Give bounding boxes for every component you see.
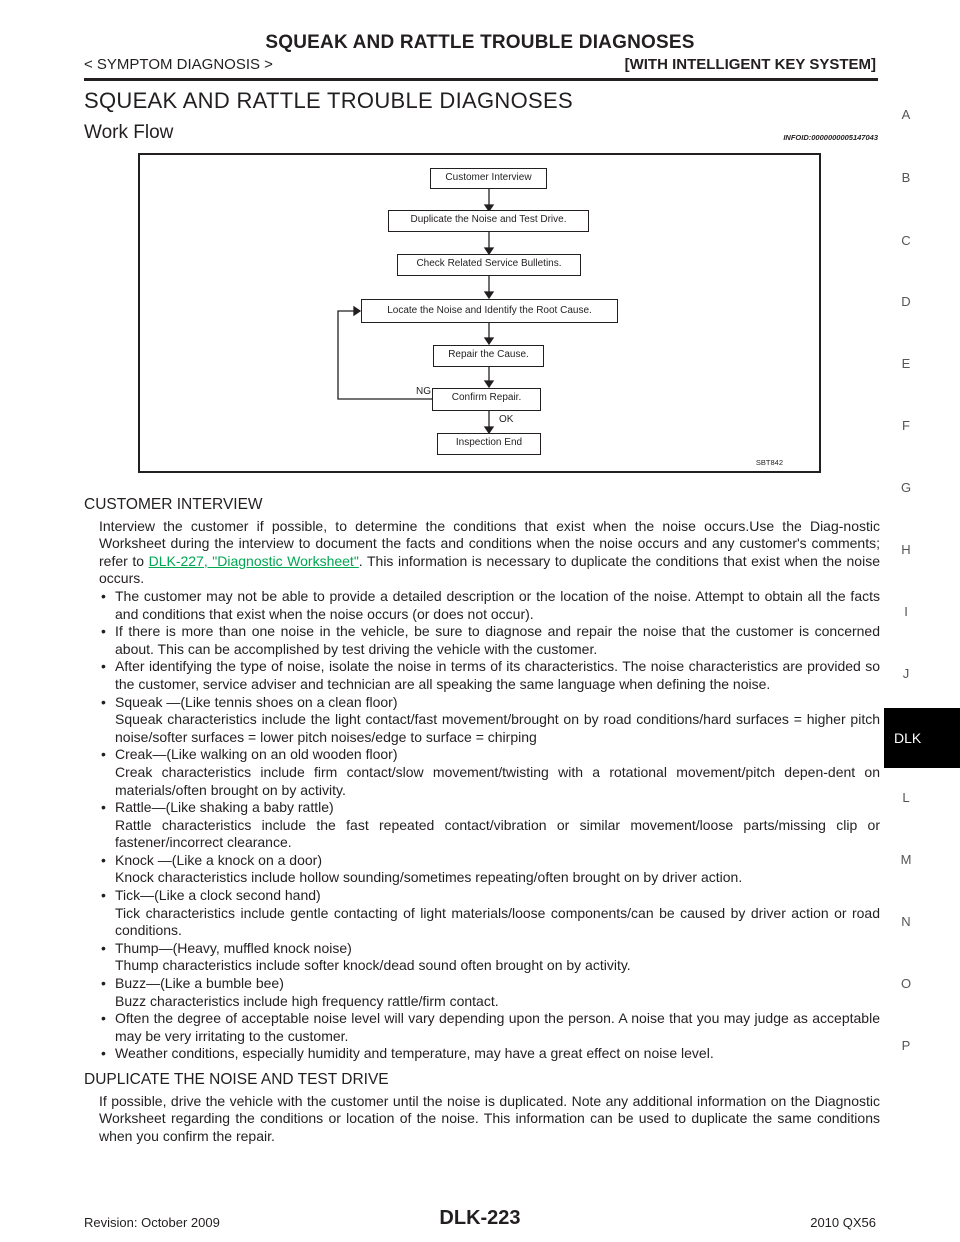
list-item [99, 623, 880, 658]
customer-interview-heading: CUSTOMER INTERVIEW [84, 496, 263, 513]
work-flow-heading: Work Flow [84, 122, 174, 143]
bullet-detail: Thump characteristics include softer knock/dead sound often brought on by activity. [115, 957, 631, 974]
page-title: SQUEAK AND RATTLE TROUBLE DIAGNOSES [84, 88, 573, 113]
tab-m[interactable]: M [900, 852, 912, 867]
bullet-title: • Buzz—(Like a bumble bee) [115, 975, 284, 992]
bullet-title: • The customer may not be able to provide a detailed description or the location of the noise. Attempt to obtain all the facts and conditions that exist when the noise occurs (or does not occur). [115, 587, 880, 622]
footer-revision: Revision: October 2009 [84, 1215, 220, 1230]
bullet-title: • If there is more than one noise in the vehicle, be sure to diagnose and repair the noise that the customer is concerned about. This can be accomplished by test driving the vehicle with the customer. [115, 623, 880, 657]
bullet-title: • Creak—(Like walking on an old wooden floor) [115, 746, 398, 763]
list-item [99, 799, 880, 852]
bullet-title: • Knock —(Like a knock on a door) [115, 851, 322, 868]
intro-text-before-link: Interview the customer if possible, to determine the conditions that exist when the noise occurs.Use the Diag-nostic Worksheet during the interview to document the facts and conditions when the noise occurs and any customer's comments; refer to [99, 517, 880, 569]
bullet-title: • Often the degree of acceptable noise level will vary depending upon the person. A noise that you may judge as acceptable may be very irritating to the customer. [115, 1010, 880, 1044]
step-confirm-repair: Confirm Repair. [432, 388, 541, 411]
tab-l[interactable]: L [902, 790, 910, 805]
tab-o[interactable]: O [900, 976, 912, 991]
tab-h[interactable]: H [901, 542, 911, 557]
list-item [99, 658, 880, 693]
info-id: INFOID:0000000005147043 [783, 133, 878, 142]
main-content [84, 496, 880, 1145]
bullet-title: • After identifying the type of noise, isolate the noise in terms of its characteristics. The noise characteristics are provided so the customer, service adviser and technician are all speaking the same language when defining the noise. [115, 658, 880, 692]
footer-model: 2010 QX56 [810, 1215, 876, 1230]
step-repair-cause: Repair the Cause. [433, 345, 544, 367]
list-item [99, 975, 880, 1010]
ng-label: NG [416, 386, 431, 397]
list-item [99, 1010, 880, 1045]
step-inspection-end: Inspection End [437, 433, 541, 455]
tab-f[interactable]: F [902, 418, 910, 433]
header-rule [84, 78, 878, 81]
tab-c[interactable]: C [901, 233, 911, 248]
header-section: < SYMPTOM DIAGNOSIS > [84, 56, 273, 73]
intro-text-after-link: . This information is necessary to duplicate the conditions that exist when the noise occurs. [99, 552, 880, 587]
bullet-detail: Knock characteristics include hollow sounding/sometimes repeating/often brought on by driver action. [115, 869, 743, 886]
tab-p[interactable]: P [901, 1038, 911, 1053]
list-item [99, 887, 880, 940]
bullet-detail: Squeak characteristics include the light contact/fast movement/brought on by road conditions/hard surfaces = higher pitch noise/softer surfaces = lower pitch noises/edge to surface = chirping [115, 711, 880, 745]
bullet-title: • Weather conditions, especially humidity and temperature, may have a great effect on noise level. [115, 1045, 714, 1062]
header-title: SQUEAK AND RATTLE TROUBLE DIAGNOSES [265, 32, 695, 53]
section-index-tabs [884, 0, 960, 1242]
tab-g[interactable]: G [900, 480, 912, 495]
tab-i[interactable]: I [904, 604, 908, 619]
tab-a[interactable]: A [901, 107, 911, 122]
bullet-detail: Buzz characteristics include high frequency rattle/firm contact. [115, 992, 499, 1009]
arrowhead-3 [485, 292, 493, 298]
duplicate-noise-heading: DUPLICATE THE NOISE AND TEST DRIVE [84, 1071, 389, 1088]
duplicate-noise-text: If possible, drive the vehicle with the customer until the noise is duplicated. Note any additional information on the Diagnostic Worksheet regarding the conditions or location of the noise. This information can be used to duplicate the same conditions when you confirm the repair. [99, 1092, 880, 1144]
bullet-detail: Rattle characteristics include the fast repeated contact/vibration or similar movement/loose parts/missing clip or fastener/incorrect clearance. [115, 816, 880, 851]
bullet-detail: Tick characteristics include gentle contacting of light materials/loose components/can be caused by driver action or road conditions. [115, 904, 880, 939]
header-system: [WITH INTELLIGENT KEY SYSTEM] [624, 56, 876, 73]
step-check-bulletins: Check Related Service Bulletins. [397, 254, 581, 276]
bullet-title: • Tick—(Like a clock second hand) [115, 887, 321, 904]
tab-e[interactable]: E [901, 356, 911, 371]
figure-code: SBT842 [755, 458, 783, 467]
work-flow-diagram [138, 153, 821, 473]
diagnostic-worksheet-link[interactable]: DLK-227, "Diagnostic Worksheet" [148, 552, 359, 569]
bullet-title: • Rattle—(Like shaking a baby rattle) [115, 799, 334, 816]
tab-n[interactable]: N [901, 914, 911, 929]
section-gap [84, 1063, 880, 1071]
bullet-title: • Thump—(Heavy, muffled knock noise) [115, 939, 352, 956]
ng-loop-arrowhead [354, 307, 360, 315]
list-item [99, 1045, 880, 1063]
step-customer-interview: Customer Interview [430, 168, 547, 189]
step-duplicate-noise: Duplicate the Noise and Test Drive. [388, 210, 589, 232]
list-item [99, 694, 880, 747]
customer-interview-intro [99, 518, 880, 588]
ok-label: OK [499, 414, 514, 425]
tab-j[interactable]: J [902, 666, 910, 681]
list-item [99, 588, 880, 623]
arrowhead-5 [485, 381, 493, 387]
tab-b[interactable]: B [901, 170, 911, 185]
list-item [99, 746, 880, 799]
tab-dlk-active[interactable]: DLK [884, 708, 960, 768]
arrowhead-4 [485, 338, 493, 344]
list-item [99, 852, 880, 887]
bullet-detail: Creak characteristics include firm contact/slow movement/twisting with a rotational movement/pitch depen-dent on materials/often brought on by activity. [115, 763, 880, 798]
footer-page-number: DLK-223 [439, 1207, 521, 1229]
bullet-title: • Squeak —(Like tennis shoes on a clean floor) [115, 693, 398, 710]
tab-d[interactable]: D [901, 294, 911, 309]
customer-interview-list [84, 588, 880, 1063]
step-locate-noise: Locate the Noise and Identify the Root Cause. [361, 299, 618, 323]
list-item [99, 940, 880, 975]
